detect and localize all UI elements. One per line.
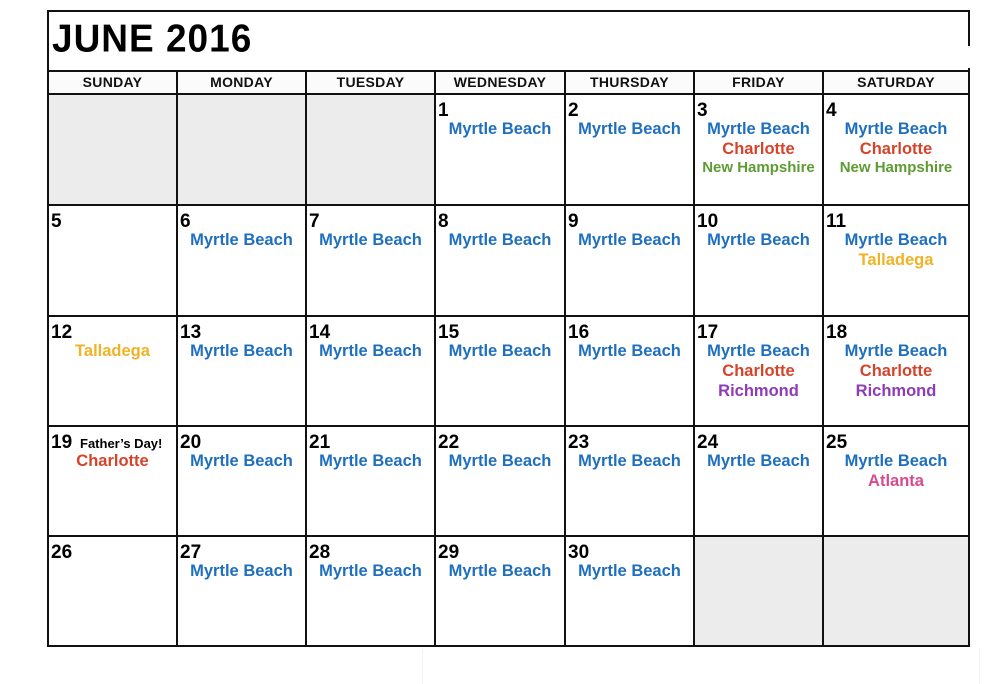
event-charlotte[interactable]: Charlotte [859, 362, 933, 380]
day-number: 28 [309, 542, 331, 563]
day-number: 19 [51, 432, 73, 453]
day-number: 7 [309, 211, 320, 232]
day-number: 10 [697, 211, 719, 232]
event-list [436, 451, 564, 471]
day-cell-18[interactable] [824, 317, 968, 427]
day-cell-25[interactable] [824, 427, 968, 537]
event-myrtle-beach[interactable]: Myrtle Beach [578, 452, 681, 470]
event-myrtle-beach[interactable]: Myrtle Beach [707, 120, 810, 138]
event-myrtle-beach[interactable]: Myrtle Beach [448, 562, 552, 580]
day-cell-9[interactable] [566, 206, 695, 317]
day-number: 30 [568, 542, 590, 563]
event-richmond[interactable]: Richmond [855, 382, 937, 400]
day-cell-28[interactable] [307, 537, 436, 645]
event-charlotte[interactable]: Charlotte [722, 362, 795, 380]
day-cell-20[interactable] [178, 427, 307, 537]
event-list [566, 119, 693, 139]
day-cell-2[interactable] [566, 95, 695, 206]
event-talladega[interactable]: Talladega [75, 342, 150, 360]
empty-day-cell [695, 537, 824, 645]
event-myrtle-beach[interactable]: Myrtle Beach [844, 452, 948, 470]
event-myrtle-beach[interactable]: Myrtle Beach [578, 120, 681, 138]
event-myrtle-beach[interactable]: Myrtle Beach [190, 342, 293, 360]
day-number: 4 [826, 100, 837, 121]
day-number: 24 [697, 432, 719, 453]
day-number: 21 [309, 432, 331, 453]
empty-day-cell [307, 95, 436, 206]
day-cell-3[interactable] [695, 95, 824, 206]
day-number: 26 [51, 542, 73, 563]
event-list [566, 230, 693, 250]
weekday-header [49, 70, 968, 95]
event-atlanta[interactable]: Atlanta [868, 472, 924, 490]
event-list [566, 561, 693, 581]
event-myrtle-beach[interactable]: Myrtle Beach [844, 342, 948, 360]
day-cell-21[interactable] [307, 427, 436, 537]
event-list [178, 561, 305, 581]
event-myrtle-beach[interactable]: Myrtle Beach [707, 452, 810, 470]
day-cell-26[interactable] [49, 537, 178, 645]
day-number: 12 [51, 322, 73, 343]
event-list [49, 451, 176, 471]
event-myrtle-beach[interactable]: Myrtle Beach [319, 231, 422, 249]
weekday-sunday: SUNDAY [49, 72, 178, 93]
day-number: 27 [180, 542, 202, 563]
event-charlotte[interactable]: Charlotte [859, 140, 933, 158]
event-list [695, 119, 822, 176]
event-charlotte[interactable]: Charlotte [722, 140, 795, 158]
day-cell-29[interactable] [436, 537, 566, 645]
event-list [436, 561, 564, 581]
day-cell-6[interactable] [178, 206, 307, 317]
event-list [566, 341, 693, 361]
event-list [695, 341, 822, 401]
footer-area [422, 650, 980, 684]
day-number: 8 [438, 211, 449, 232]
event-list [824, 341, 968, 401]
event-list [307, 230, 434, 250]
event-myrtle-beach[interactable]: Myrtle Beach [319, 342, 422, 360]
day-number: 9 [568, 211, 579, 232]
weekday-monday: MONDAY [178, 72, 307, 93]
day-cell-16[interactable] [566, 317, 695, 427]
weekday-saturday: SATURDAY [857, 74, 935, 90]
event-new-hampshire[interactable]: New Hampshire [839, 159, 953, 176]
day-cell-11[interactable] [824, 206, 968, 317]
day-cell-23[interactable] [566, 427, 695, 537]
event-new-hampshire[interactable]: New Hampshire [702, 159, 815, 176]
day-number: 13 [180, 322, 202, 343]
day-cell-10[interactable] [695, 206, 824, 317]
day-cell-17[interactable] [695, 317, 824, 427]
event-list [824, 451, 968, 491]
event-list [178, 341, 305, 361]
day-cell-13[interactable] [178, 317, 307, 427]
day-cell-1[interactable] [436, 95, 566, 206]
event-talladega[interactable]: Talladega [858, 251, 934, 269]
day-number: 25 [826, 432, 848, 453]
event-charlotte[interactable]: Charlotte [76, 452, 149, 470]
day-number: 6 [180, 211, 191, 232]
event-list [436, 230, 564, 250]
event-myrtle-beach[interactable]: Myrtle Beach [844, 231, 948, 249]
event-myrtle-beach[interactable]: Myrtle Beach [578, 342, 681, 360]
day-number: 23 [568, 432, 590, 453]
event-list [824, 230, 968, 270]
event-list [307, 341, 434, 361]
empty-day-cell [824, 537, 968, 645]
event-list [49, 341, 176, 361]
day-number: 1 [438, 100, 449, 121]
empty-day-cell [178, 95, 307, 206]
day-cell-30[interactable] [566, 537, 695, 645]
day-number: 11 [826, 211, 847, 232]
day-cell-7[interactable] [307, 206, 436, 317]
event-list [566, 451, 693, 471]
event-list [824, 119, 968, 176]
day-number: 17 [697, 322, 719, 343]
calendar-grid [49, 95, 968, 645]
day-number: 18 [826, 322, 848, 343]
day-cell-14[interactable] [307, 317, 436, 427]
event-myrtle-beach[interactable]: Myrtle Beach [448, 231, 552, 249]
event-myrtle-beach[interactable]: Myrtle Beach [707, 342, 810, 360]
day-number: 2 [568, 100, 579, 121]
day-number: 3 [697, 100, 708, 121]
calendar [47, 10, 970, 647]
event-list [178, 451, 305, 471]
day-number: 22 [438, 432, 460, 453]
event-list [436, 341, 564, 361]
day-cell-24[interactable] [695, 427, 824, 537]
event-myrtle-beach[interactable]: Myrtle Beach [844, 120, 948, 138]
day-number: 20 [180, 432, 202, 453]
day-cell-5[interactable] [49, 206, 178, 317]
day-cell-22[interactable] [436, 427, 566, 537]
event-richmond[interactable]: Richmond [718, 382, 799, 400]
calendar-title: JUNE 2016 [52, 16, 253, 61]
title-blank-area [813, 46, 970, 68]
holiday-note: Father’s Day! [80, 436, 163, 451]
weekday-wednesday: WEDNESDAY [436, 72, 566, 93]
event-myrtle-beach[interactable]: Myrtle Beach [190, 231, 293, 249]
empty-day-cell [49, 95, 178, 206]
event-myrtle-beach[interactable]: Myrtle Beach [448, 452, 552, 470]
day-number: 16 [568, 322, 590, 343]
day-cell-19[interactable] [49, 427, 178, 537]
event-myrtle-beach[interactable]: Myrtle Beach [448, 342, 552, 360]
event-list [436, 119, 564, 139]
day-cell-12[interactable] [49, 317, 178, 427]
day-number: 15 [438, 322, 460, 343]
blank-overlay [67, 212, 157, 236]
event-myrtle-beach[interactable]: Myrtle Beach [190, 562, 293, 580]
day-cell-4[interactable] [824, 95, 968, 206]
event-list [307, 451, 434, 471]
weekday-tuesday: TUESDAY [307, 72, 436, 93]
event-myrtle-beach[interactable]: Myrtle Beach [578, 231, 681, 249]
day-number: 5 [51, 211, 62, 232]
event-list [695, 451, 822, 471]
event-myrtle-beach[interactable]: Myrtle Beach [319, 452, 422, 470]
event-list [178, 230, 305, 250]
day-number: 14 [309, 322, 331, 343]
day-number: 29 [438, 542, 460, 563]
day-cell-27[interactable] [178, 537, 307, 645]
event-list [307, 561, 434, 581]
event-myrtle-beach[interactable]: Myrtle Beach [448, 120, 552, 138]
event-myrtle-beach[interactable]: Myrtle Beach [707, 231, 810, 249]
event-myrtle-beach[interactable]: Myrtle Beach [578, 562, 681, 580]
day-cell-8[interactable] [436, 206, 566, 317]
weekday-friday: FRIDAY [695, 72, 824, 93]
day-cell-15[interactable] [436, 317, 566, 427]
event-myrtle-beach[interactable]: Myrtle Beach [319, 562, 422, 580]
weekday-thursday: THURSDAY [566, 72, 695, 93]
event-myrtle-beach[interactable]: Myrtle Beach [190, 452, 293, 470]
event-list [695, 230, 822, 250]
